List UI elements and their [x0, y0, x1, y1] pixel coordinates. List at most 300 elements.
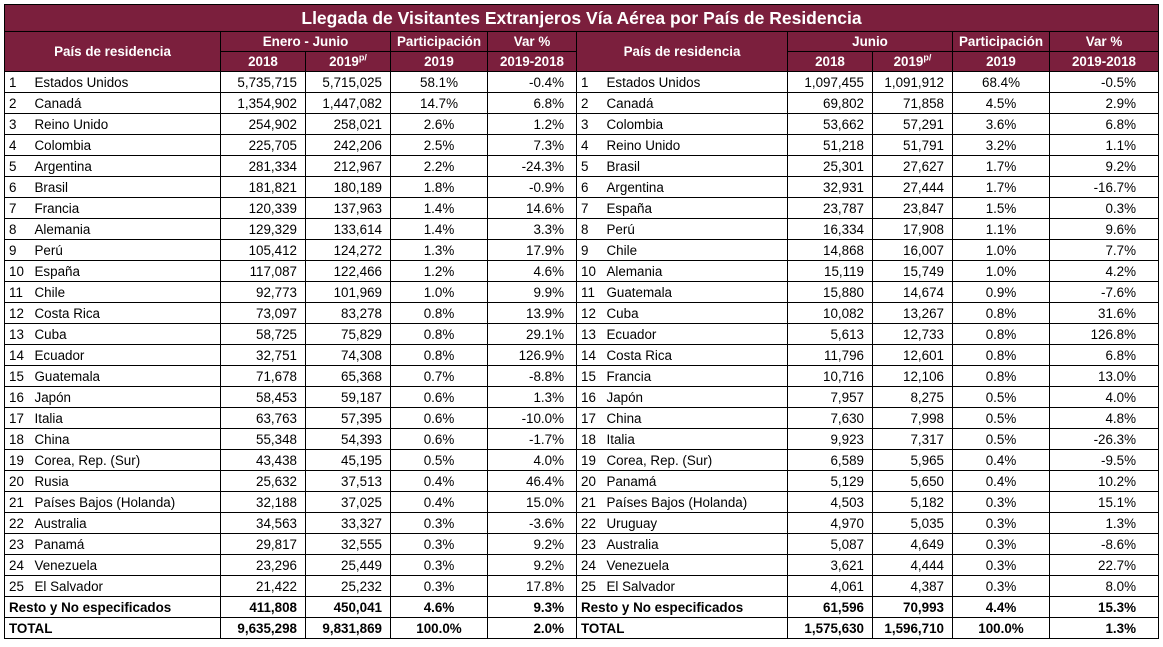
left-var-cell	[488, 198, 577, 219]
right-var-cell	[1050, 555, 1159, 576]
right-country-cell: España	[603, 198, 788, 219]
right-country-cell: Brasil	[603, 156, 788, 177]
right-var-cell	[1050, 408, 1159, 429]
left-var-cell	[488, 177, 577, 198]
right-rank-cell: 7	[577, 198, 603, 219]
left-rank-cell: 11	[5, 282, 31, 303]
right_total-var-cell	[1050, 618, 1159, 639]
table-row	[5, 555, 1159, 576]
left-country-cell: Rusia	[31, 471, 221, 492]
left-var-cell	[488, 366, 577, 387]
right-2019-cell: 4,649	[873, 534, 953, 555]
right-2019-cell: 12,601	[873, 345, 953, 366]
left-participation-cell: 0.6%	[391, 429, 488, 450]
right-2018-cell: 5,613	[788, 324, 873, 345]
right-participation-cell: 1.0%	[953, 240, 1050, 261]
table-row	[5, 345, 1159, 366]
right-2019-cell: 71,858	[873, 93, 953, 114]
left-var-cell	[488, 93, 577, 114]
left-participation-cell: 0.8%	[391, 345, 488, 366]
left-2019-cell: 59,187	[306, 387, 391, 408]
right-2019-cell: 7,317	[873, 429, 953, 450]
var-value: 4.8%	[1105, 410, 1136, 426]
header-row-1	[5, 32, 1159, 52]
var-value: 15.3%	[1098, 599, 1136, 615]
left-participation-cell: 2.6%	[391, 114, 488, 135]
var-value: -3.6%	[529, 515, 564, 531]
left-2019-cell: 1,447,082	[306, 93, 391, 114]
left-rank-cell: 6	[5, 177, 31, 198]
right-participation-cell: 1.0%	[953, 261, 1050, 282]
var-value: -8.8%	[529, 368, 564, 384]
right-2018-cell: 10,716	[788, 366, 873, 387]
left_rest-var-cell	[488, 597, 577, 618]
right-country-cell: Ecuador	[603, 324, 788, 345]
right-2018-cell: 9,923	[788, 429, 873, 450]
table-row	[5, 177, 1159, 198]
var-value: 4.0%	[1105, 389, 1136, 405]
var-value: 9.3%	[533, 599, 564, 615]
right-participation-cell: 0.5%	[953, 429, 1050, 450]
left-2018-cell: 281,334	[221, 156, 306, 177]
left-participation-cell: 1.4%	[391, 198, 488, 219]
var-value: -10.0%	[521, 410, 564, 426]
left-2019-cell: 122,466	[306, 261, 391, 282]
table-row	[5, 240, 1159, 261]
right-period-header: Junio	[788, 32, 953, 52]
right-rank-cell: 14	[577, 345, 603, 366]
left-2018-cell: 34,563	[221, 513, 306, 534]
table-row	[5, 450, 1159, 471]
left-country-cell: Cuba	[31, 324, 221, 345]
right-country-cell: Canadá	[603, 93, 788, 114]
left-2018-cell: 105,412	[221, 240, 306, 261]
right-2019-header: $2019^{p/}$	[873, 52, 953, 72]
left-rank-cell: 17	[5, 408, 31, 429]
right-country-cell: Países Bajos (Holanda)	[603, 492, 788, 513]
left-participation-cell: 0.4%	[391, 471, 488, 492]
left-2018-cell: 58,453	[221, 387, 306, 408]
left-country-cell: Japón	[31, 387, 221, 408]
left-rank-cell: 18	[5, 429, 31, 450]
left-2018-cell: 58,725	[221, 324, 306, 345]
right_total-2019-cell: 1,596,710	[873, 618, 953, 639]
right_rest-2019-cell: 70,993	[873, 597, 953, 618]
right-rank-cell: 16	[577, 387, 603, 408]
right-country-cell: Guatemala	[603, 282, 788, 303]
left-var-cell	[488, 324, 577, 345]
right-rank-cell: 5	[577, 156, 603, 177]
right-2019-cell: 5,035	[873, 513, 953, 534]
var-value: -16.7%	[1093, 179, 1136, 195]
right-2018-cell: 5,129	[788, 471, 873, 492]
right-2018-cell: 15,880	[788, 282, 873, 303]
table-row	[5, 219, 1159, 240]
left-2018-cell: 32,751	[221, 345, 306, 366]
left-2018-cell: 71,678	[221, 366, 306, 387]
right-country-cell: Alemania	[603, 261, 788, 282]
right-rank-cell: 3	[577, 114, 603, 135]
right-rank-cell: 15	[577, 366, 603, 387]
left-country-cell: Argentina	[31, 156, 221, 177]
left-country-cell: Australia	[31, 513, 221, 534]
left-2018-cell: 32,188	[221, 492, 306, 513]
left-rank-cell: 3	[5, 114, 31, 135]
right-participation-cell: 3.6%	[953, 114, 1050, 135]
left-country-cell: Corea, Rep. (Sur)	[31, 450, 221, 471]
var-value: 9.2%	[533, 536, 564, 552]
right-rank-cell: 25	[577, 576, 603, 597]
left-2018-cell: 120,339	[221, 198, 306, 219]
right-rank-cell: 24	[577, 555, 603, 576]
left-var-cell	[488, 387, 577, 408]
left-var-header: Var %	[488, 32, 577, 52]
table-row	[5, 513, 1159, 534]
var-value: 46.4%	[526, 473, 564, 489]
left-participation-cell: 1.4%	[391, 219, 488, 240]
var-value: -8.6%	[1101, 536, 1136, 552]
right-country-cell: Panamá	[603, 471, 788, 492]
right-var-cell	[1050, 93, 1159, 114]
left-2018-cell: 55,348	[221, 429, 306, 450]
left-var-cell	[488, 114, 577, 135]
right_rest-var-cell	[1050, 597, 1159, 618]
table-row	[5, 93, 1159, 114]
left-2019-cell: 212,967	[306, 156, 391, 177]
left-2018-cell: 29,817	[221, 534, 306, 555]
right-country-cell: Uruguay	[603, 513, 788, 534]
right-var-cell	[1050, 450, 1159, 471]
right-var-cell	[1050, 534, 1159, 555]
var-value: 4.2%	[1105, 263, 1136, 279]
right-country-cell: Reino Unido	[603, 135, 788, 156]
left_rest-participation-cell: 4.6%	[391, 597, 488, 618]
left-country-cell: Italia	[31, 408, 221, 429]
right-var-cell	[1050, 429, 1159, 450]
left-participation-cell: 1.2%	[391, 261, 488, 282]
left-var-cell	[488, 135, 577, 156]
left-participation-cell: 0.8%	[391, 303, 488, 324]
left-rank-cell: 16	[5, 387, 31, 408]
table-row	[5, 135, 1159, 156]
left-2019-cell: 37,513	[306, 471, 391, 492]
left-var-cell	[488, 261, 577, 282]
left-2019-cell: 124,272	[306, 240, 391, 261]
left-participation-cell: 58.1%	[391, 72, 488, 93]
right-2019-cell: 27,444	[873, 177, 953, 198]
left-2018-cell: 254,902	[221, 114, 306, 135]
right-part-year-header: 2019	[953, 52, 1050, 72]
left-participation-cell: 0.8%	[391, 324, 488, 345]
left-2019-cell: 32,555	[306, 534, 391, 555]
var-value: 4.0%	[533, 452, 564, 468]
arrivals-table	[4, 4, 1159, 639]
left-rank-cell: 1	[5, 72, 31, 93]
right-2018-cell: 14,868	[788, 240, 873, 261]
left-rank-cell: 24	[5, 555, 31, 576]
right-2019-cell: 13,267	[873, 303, 953, 324]
left-var-cell	[488, 408, 577, 429]
left-participation-cell: 0.6%	[391, 408, 488, 429]
right-2018-cell: 4,503	[788, 492, 873, 513]
right-participation-cell: 0.5%	[953, 387, 1050, 408]
right-var-cell	[1050, 513, 1159, 534]
left-rank-cell: 9	[5, 240, 31, 261]
left_total-participation-cell: 100.0%	[391, 618, 488, 639]
right-participation-cell: 1.5%	[953, 198, 1050, 219]
right-rank-cell: 19	[577, 450, 603, 471]
right-participation-cell: 0.9%	[953, 282, 1050, 303]
left-rank-cell: 14	[5, 345, 31, 366]
right-country-cell: Argentina	[603, 177, 788, 198]
left-var-cell	[488, 492, 577, 513]
left-2018-cell: 92,773	[221, 282, 306, 303]
left-2018-cell: 5,735,715	[221, 72, 306, 93]
var-value: 126.8%	[1090, 326, 1136, 342]
var-value: 7.7%	[1105, 242, 1136, 258]
left-2019-cell: 5,715,025	[306, 72, 391, 93]
right-var-cell	[1050, 282, 1159, 303]
total-row	[5, 618, 1159, 639]
right-2018-cell: 7,630	[788, 408, 873, 429]
left-country-cell: Ecuador	[31, 345, 221, 366]
table-row	[5, 72, 1159, 93]
right-var-cell	[1050, 240, 1159, 261]
left-2018-cell: 63,763	[221, 408, 306, 429]
var-value: -7.6%	[1101, 284, 1136, 300]
table-row	[5, 492, 1159, 513]
right-2019-cell: 5,182	[873, 492, 953, 513]
left-2019-cell: 133,614	[306, 219, 391, 240]
left-rank-cell: 13	[5, 324, 31, 345]
left-participation-cell: 0.3%	[391, 513, 488, 534]
var-value: 1.3%	[1105, 620, 1136, 636]
right-participation-cell: 0.3%	[953, 534, 1050, 555]
right-country-cell: Corea, Rep. (Sur)	[603, 450, 788, 471]
table-row	[5, 576, 1159, 597]
left-participation-cell: 0.3%	[391, 555, 488, 576]
left-country-cell: Perú	[31, 240, 221, 261]
var-value: 22.7%	[1098, 557, 1136, 573]
left-2018-cell: 25,632	[221, 471, 306, 492]
table-row	[5, 261, 1159, 282]
left-country-cell: Costa Rica	[31, 303, 221, 324]
right-participation-cell: 0.8%	[953, 324, 1050, 345]
var-value: 2.0%	[533, 620, 564, 636]
right-rank-cell: 20	[577, 471, 603, 492]
left-var-cell	[488, 282, 577, 303]
right-2019-cell: 7,998	[873, 408, 953, 429]
left-rank-cell: 5	[5, 156, 31, 177]
right-country-cell: Australia	[603, 534, 788, 555]
left-country-cell: Colombia	[31, 135, 221, 156]
table-row	[5, 429, 1159, 450]
table-title: Llegada de Visitantes Extranjeros Vía Aérea por País de Residencia	[5, 5, 1159, 32]
right-2019-cell: 8,275	[873, 387, 953, 408]
table-row	[5, 114, 1159, 135]
left-participation-cell: 0.3%	[391, 534, 488, 555]
right-var-cell	[1050, 177, 1159, 198]
right-2019-cell: 23,847	[873, 198, 953, 219]
right-2018-cell: 4,970	[788, 513, 873, 534]
left-country-cell: Brasil	[31, 177, 221, 198]
right-2019-cell: 51,791	[873, 135, 953, 156]
left-participation-cell: 0.4%	[391, 492, 488, 513]
right-rank-cell: 13	[577, 324, 603, 345]
right-var-cell	[1050, 198, 1159, 219]
left-var-cell	[488, 156, 577, 177]
left-rank-cell: 8	[5, 219, 31, 240]
var-value: 29.1%	[526, 326, 564, 342]
left-2019-cell: 258,021	[306, 114, 391, 135]
var-value: 7.3%	[533, 137, 564, 153]
left-var-cell	[488, 72, 577, 93]
var-value: -24.3%	[521, 158, 564, 174]
right-participation-cell: 68.4%	[953, 72, 1050, 93]
left-2019-cell: 137,963	[306, 198, 391, 219]
left-participation-cell: 0.3%	[391, 576, 488, 597]
var-value: 9.2%	[533, 557, 564, 573]
left-2018-cell: 21,422	[221, 576, 306, 597]
table-row	[5, 534, 1159, 555]
left-2018-cell: 23,296	[221, 555, 306, 576]
left-rank-cell: 4	[5, 135, 31, 156]
left-2018-cell: 1,354,902	[221, 93, 306, 114]
left-participation-cell: 0.6%	[391, 387, 488, 408]
left-var-cell	[488, 450, 577, 471]
var-value: 0.3%	[1105, 200, 1136, 216]
right-var-header: Var %	[1050, 32, 1159, 52]
right-participation-cell: 0.3%	[953, 513, 1050, 534]
var-value: 13.9%	[526, 305, 564, 321]
right_total-label-cell: TOTAL	[577, 618, 788, 639]
left-var-cell	[488, 471, 577, 492]
right-country-cell: Venezuela	[603, 555, 788, 576]
left_rest-2018-cell: 411,808	[221, 597, 306, 618]
left-participation-cell: 2.5%	[391, 135, 488, 156]
right-country-cell: Colombia	[603, 114, 788, 135]
right_total-participation-cell: 100.0%	[953, 618, 1050, 639]
right-country-cell: Cuba	[603, 303, 788, 324]
right-2019-cell: 14,674	[873, 282, 953, 303]
right-2018-cell: 53,662	[788, 114, 873, 135]
left-country-header: País de residencia	[5, 32, 221, 72]
right-rank-cell: 8	[577, 219, 603, 240]
var-value: 15.1%	[1098, 494, 1136, 510]
left-2019-cell: 242,206	[306, 135, 391, 156]
right-participation-cell: 1.1%	[953, 219, 1050, 240]
right-rank-cell: 2	[577, 93, 603, 114]
right-2018-header: 2018	[788, 52, 873, 72]
right-rank-cell: 6	[577, 177, 603, 198]
var-value: 1.3%	[1105, 515, 1136, 531]
right-2019-cell: 4,444	[873, 555, 953, 576]
table-row	[5, 198, 1159, 219]
left-2019-cell: 180,189	[306, 177, 391, 198]
left-2018-cell: 43,438	[221, 450, 306, 471]
left-2018-cell: 225,705	[221, 135, 306, 156]
left-2019-cell: 37,025	[306, 492, 391, 513]
left-participation-cell: 1.8%	[391, 177, 488, 198]
left-var-cell	[488, 429, 577, 450]
left-country-cell: España	[31, 261, 221, 282]
left_total-label-cell: TOTAL	[5, 618, 221, 639]
right-var-cell	[1050, 471, 1159, 492]
var-value: 15.0%	[526, 494, 564, 510]
right-rank-cell: 10	[577, 261, 603, 282]
left-country-cell: El Salvador	[31, 576, 221, 597]
left-rank-cell: 10	[5, 261, 31, 282]
var-value: 9.9%	[533, 284, 564, 300]
right-var-cell	[1050, 135, 1159, 156]
right-rank-cell: 23	[577, 534, 603, 555]
left-var-cell	[488, 513, 577, 534]
right-var-cell	[1050, 303, 1159, 324]
left-2019-header: $2019^{p/}$	[306, 52, 391, 72]
right-participation-cell: 4.5%	[953, 93, 1050, 114]
right-2018-cell: 3,621	[788, 555, 873, 576]
right-var-cell	[1050, 576, 1159, 597]
right_total-2018-cell: 1,575,630	[788, 618, 873, 639]
right-country-cell: Chile	[603, 240, 788, 261]
right-participation-cell: 1.7%	[953, 156, 1050, 177]
right-rank-cell: 9	[577, 240, 603, 261]
right-rank-cell: 1	[577, 72, 603, 93]
left_total-var-cell	[488, 618, 577, 639]
right-rank-cell: 22	[577, 513, 603, 534]
var-value: 1.1%	[1105, 137, 1136, 153]
left-2018-cell: 117,087	[221, 261, 306, 282]
right_rest-label-cell: Resto y No especificados	[577, 597, 788, 618]
right-participation-cell: 0.8%	[953, 303, 1050, 324]
right-country-cell: Estados Unidos	[603, 72, 788, 93]
var-value: 3.3%	[533, 221, 564, 237]
right-country-cell: Japón	[603, 387, 788, 408]
var-value: 14.6%	[526, 200, 564, 216]
left_total-2019-cell: 9,831,869	[306, 618, 391, 639]
right-participation-cell: 0.3%	[953, 555, 1050, 576]
left-country-cell: Países Bajos (Holanda)	[31, 492, 221, 513]
right-2018-cell: 4,061	[788, 576, 873, 597]
left-participation-cell: 1.3%	[391, 240, 488, 261]
left-2018-cell: 181,821	[221, 177, 306, 198]
table-row	[5, 282, 1159, 303]
left-participation-cell: 14.7%	[391, 93, 488, 114]
right-rank-cell: 21	[577, 492, 603, 513]
right-participation-cell: 3.2%	[953, 135, 1050, 156]
left-var-cell	[488, 534, 577, 555]
right-2019-cell: 12,106	[873, 366, 953, 387]
right-country-cell: El Salvador	[603, 576, 788, 597]
left_total-2018-cell: 9,635,298	[221, 618, 306, 639]
left-country-cell: Chile	[31, 282, 221, 303]
left-rank-cell: 22	[5, 513, 31, 534]
right-2018-cell: 7,957	[788, 387, 873, 408]
right-country-cell: China	[603, 408, 788, 429]
right-var-cell	[1050, 261, 1159, 282]
left-2019-cell: 101,969	[306, 282, 391, 303]
right-var-cell	[1050, 72, 1159, 93]
left-2019-cell: 25,232	[306, 576, 391, 597]
right-2018-cell: 10,082	[788, 303, 873, 324]
right-2019-cell: 4,387	[873, 576, 953, 597]
left_rest-label-cell: Resto y No especificados	[5, 597, 221, 618]
right-rank-cell: 18	[577, 429, 603, 450]
left-country-cell: Venezuela	[31, 555, 221, 576]
left-country-cell: Canadá	[31, 93, 221, 114]
left-participation-cell: 0.7%	[391, 366, 488, 387]
right-var-cell	[1050, 387, 1159, 408]
